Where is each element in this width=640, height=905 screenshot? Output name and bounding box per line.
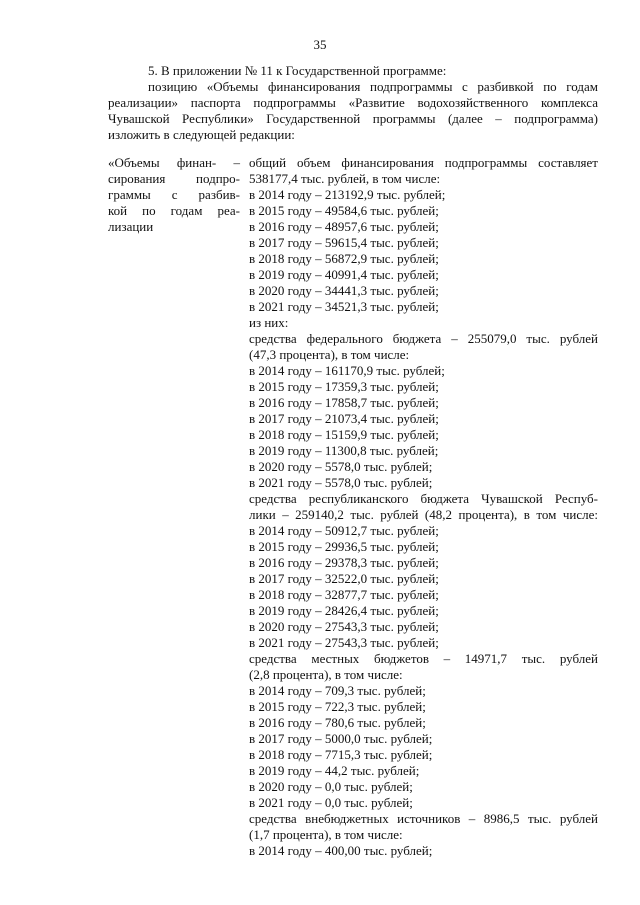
right-cell-line: в 2017 году – 32522,0 тыс. рублей; <box>249 571 439 586</box>
intro-line: изложить в следующей редакции: <box>108 127 295 142</box>
right-cell-line: в 2015 году – 722,3 тыс. рублей; <box>249 699 426 714</box>
right-cell-line: (47,3 процента), в том числе: <box>249 347 410 362</box>
right-cell-line: в 2015 году – 17359,3 тыс. рублей; <box>249 379 439 394</box>
right-cell-line: в 2017 году – 59615,4 тыс. рублей; <box>249 235 439 250</box>
intro-line: Чувашской Республики» Государственной программы (далее – подпрограмма) <box>108 111 598 126</box>
right-cell-line: в 2016 году – 780,6 тыс. рублей; <box>249 715 426 730</box>
intro-heading: 5. В приложении № 11 к Государственной программе: <box>148 63 447 78</box>
intro-line: реализации» паспорта подпрограммы «Развитие водохозяйственного комплекса <box>108 95 598 110</box>
right-cell-line: в 2018 году – 15159,9 тыс. рублей; <box>249 427 439 442</box>
left-cell-line: кой по годам реа- <box>108 203 240 218</box>
table-left-cell <box>108 155 240 235</box>
left-cell-line: лизации <box>108 219 154 234</box>
right-cell-line: в 2017 году – 5000,0 тыс. рублей; <box>249 731 433 746</box>
right-cell-line: в 2020 году – 5578,0 тыс. рублей; <box>249 459 433 474</box>
right-cell-line: общий объем финансирования подпрограммы составляет <box>249 155 598 170</box>
right-cell-line: в 2018 году – 7715,3 тыс. рублей; <box>249 747 433 762</box>
right-cell-line: в 2021 году – 34521,3 тыс. рублей; <box>249 299 439 314</box>
intro-line: позицию «Объемы финансирования подпрограммы с разбивкой по годам <box>148 79 598 94</box>
right-cell-line: 538177,4 тыс. рублей, в том числе: <box>249 171 441 186</box>
intro-paragraph <box>108 63 598 143</box>
right-cell-line: в 2015 году – 29936,5 тыс. рублей; <box>249 539 439 554</box>
right-cell-line: в 2018 году – 32877,7 тыс. рублей; <box>249 587 439 602</box>
right-cell-line: (2,8 процента), в том числе: <box>249 667 403 682</box>
left-cell-line: «Объемы финан- – <box>108 155 240 170</box>
right-cell-line: в 2018 году – 56872,9 тыс. рублей; <box>249 251 439 266</box>
right-cell-line: средства республиканского бюджета Чувашской Респуб- <box>249 491 598 506</box>
left-cell-line: сирования подпро- <box>108 171 240 186</box>
right-cell-line: в 2020 году – 34441,3 тыс. рублей; <box>249 283 439 298</box>
right-cell-line: в 2019 году – 11300,8 тыс. рублей; <box>249 443 439 458</box>
right-cell-line: из них: <box>249 315 289 330</box>
right-cell-line: в 2019 году – 28426,4 тыс. рублей; <box>249 603 439 618</box>
right-cell-line: в 2014 году – 709,3 тыс. рублей; <box>249 683 426 698</box>
right-cell-line: в 2021 году – 0,0 тыс. рублей; <box>249 795 413 810</box>
page-number: 35 <box>313 37 327 52</box>
right-cell-line: (1,7 процента), в том числе: <box>249 827 403 842</box>
right-cell-line: в 2020 году – 0,0 тыс. рублей; <box>249 779 413 794</box>
right-cell-line: в 2016 году – 29378,3 тыс. рублей; <box>249 555 439 570</box>
right-cell-line: в 2014 году – 400,00 тыс. рублей; <box>249 843 433 858</box>
right-cell-line: в 2014 году – 50912,7 тыс. рублей; <box>249 523 439 538</box>
right-cell-line: в 2016 году – 48957,6 тыс. рублей; <box>249 219 439 234</box>
right-cell-line: в 2019 году – 44,2 тыс. рублей; <box>249 763 420 778</box>
right-cell-line: в 2020 году – 27543,3 тыс. рублей; <box>249 619 439 634</box>
right-cell-line: средства местных бюджетов – 14971,7 тыс. рублей <box>249 651 598 666</box>
right-cell-line: в 2014 году – 161170,9 тыс. рублей; <box>249 363 445 378</box>
right-cell-line: в 2021 году – 27543,3 тыс. рублей; <box>249 635 439 650</box>
table-right-cell <box>249 155 598 859</box>
right-cell-line: в 2017 году – 21073,4 тыс. рублей; <box>249 411 439 426</box>
right-cell-line: средства федерального бюджета – 255079,0 тыс. рублей <box>249 331 598 346</box>
right-cell-line: средства внебюджетных источников – 8986,5 тыс. рублей <box>249 811 598 826</box>
right-cell-line: в 2015 году – 49584,6 тыс. рублей; <box>249 203 439 218</box>
right-cell-line: в 2014 году – 213192,9 тыс. рублей; <box>249 187 446 202</box>
left-cell-line: граммы с разбив- <box>108 187 240 202</box>
right-cell-line: в 2019 году – 40991,4 тыс. рублей; <box>249 267 439 282</box>
right-cell-line: лики – 259140,2 тыс. рублей (48,2 процента), в том числе: <box>249 507 598 522</box>
right-cell-line: в 2021 году – 5578,0 тыс. рублей; <box>249 475 433 490</box>
right-cell-line: в 2016 году – 17858,7 тыс. рублей; <box>249 395 439 410</box>
